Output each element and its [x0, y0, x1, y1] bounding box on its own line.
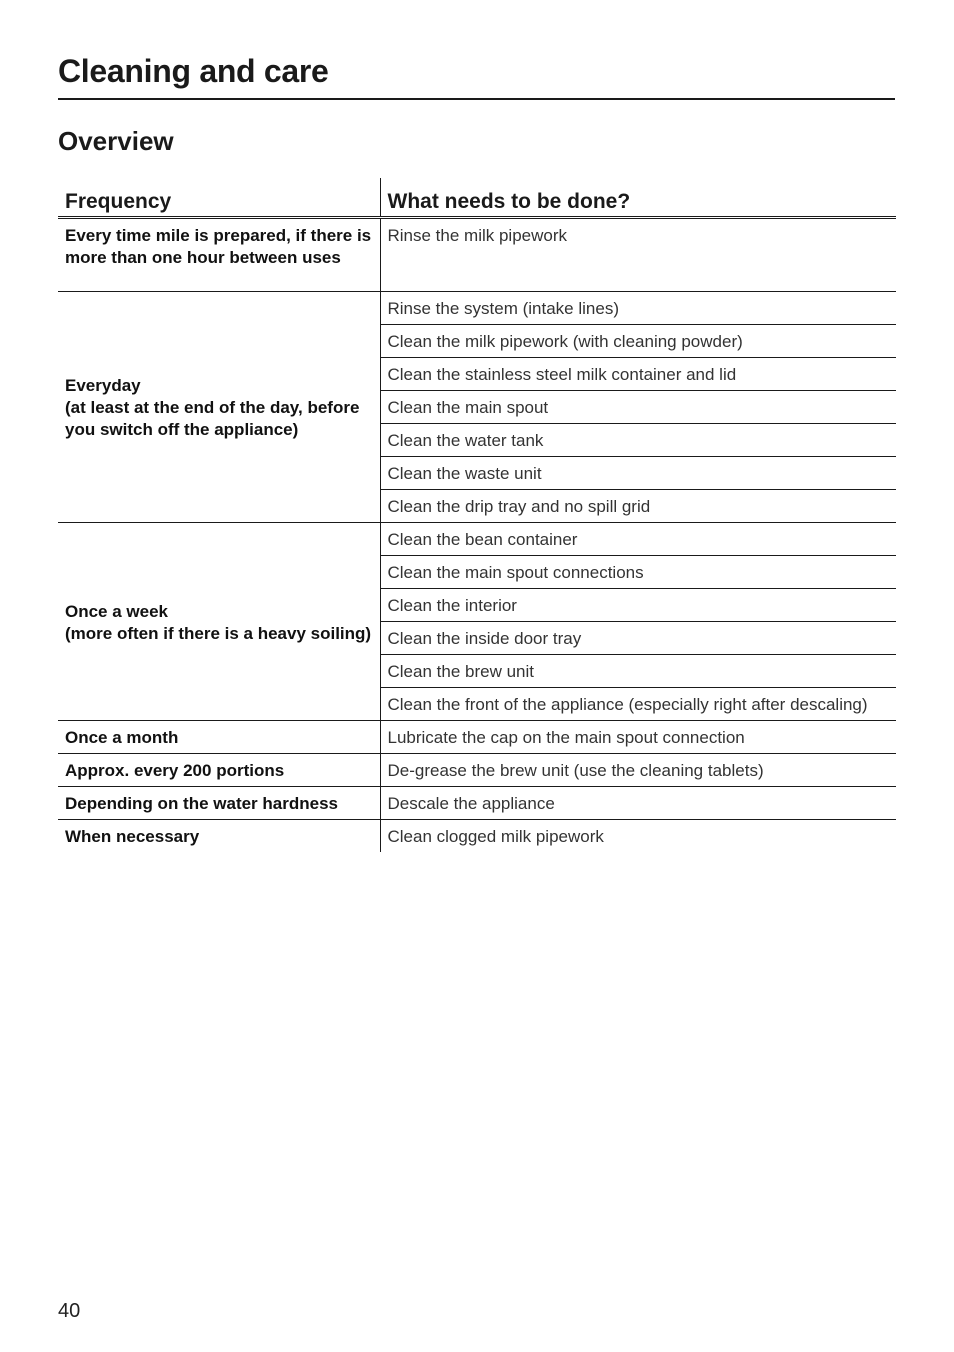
task-header: What needs to be done? — [380, 178, 896, 218]
task-cell: Lubricate the cap on the main spout connection — [380, 721, 896, 754]
frequency-cell: Depending on the water hardness — [58, 787, 380, 820]
frequency-cell: Every time mile is prepared, if there is more than one hour between uses — [58, 218, 380, 292]
task-cell: Clean the front of the appliance (especially right after descaling) — [380, 688, 896, 721]
task-cell: Clean the drip tray and no spill grid — [380, 490, 896, 523]
task-cell: Clean the main spout — [380, 391, 896, 424]
task-cell: De-grease the brew unit (use the cleaning tablets) — [380, 754, 896, 787]
frequency-cell: Everyday (at least at the end of the day, before you switch off the appliance) — [58, 292, 380, 523]
table-body — [58, 218, 896, 853]
task-cell: Clean the interior — [380, 589, 896, 622]
table-header-row — [58, 178, 896, 218]
task-cell: Clean the milk pipework (with cleaning powder) — [380, 325, 896, 358]
task-cell: Clean the bean container — [380, 523, 896, 556]
frequency-cell: Once a month — [58, 721, 380, 754]
table-row — [58, 820, 896, 853]
task-cell: Rinse the system (intake lines) — [380, 292, 896, 325]
task-cell: Clean the waste unit — [380, 457, 896, 490]
frequency-cell: Once a week (more often if there is a heavy soiling) — [58, 523, 380, 721]
chapter-title: Cleaning and care — [58, 50, 895, 100]
table-row — [58, 292, 896, 325]
frequency-cell: When necessary — [65, 827, 200, 846]
frequency-header: Frequency — [58, 178, 380, 218]
task-cell: Clean the main spout connections — [380, 556, 896, 589]
task-cell: Descale the appliance — [380, 787, 896, 820]
cleaning-overview-table — [58, 178, 896, 852]
section-title: Overview — [58, 126, 174, 156]
frequency-cell: Approx. every 200 portions — [58, 754, 380, 787]
task-cell: Clean the water tank — [380, 424, 896, 457]
table-row — [58, 218, 896, 292]
task-cell: Clean clogged milk pipework — [380, 820, 896, 853]
page-number: 40 — [58, 1300, 81, 1322]
task-cell: Clean the brew unit — [380, 655, 896, 688]
table-row — [58, 523, 896, 556]
task-cell: Clean the inside door tray — [380, 622, 896, 655]
table-row — [58, 721, 896, 754]
task-cell: Rinse the milk pipework — [380, 218, 896, 292]
table-row — [58, 754, 896, 787]
task-cell: Clean the stainless steel milk container and lid — [380, 358, 896, 391]
table-row — [58, 787, 896, 820]
